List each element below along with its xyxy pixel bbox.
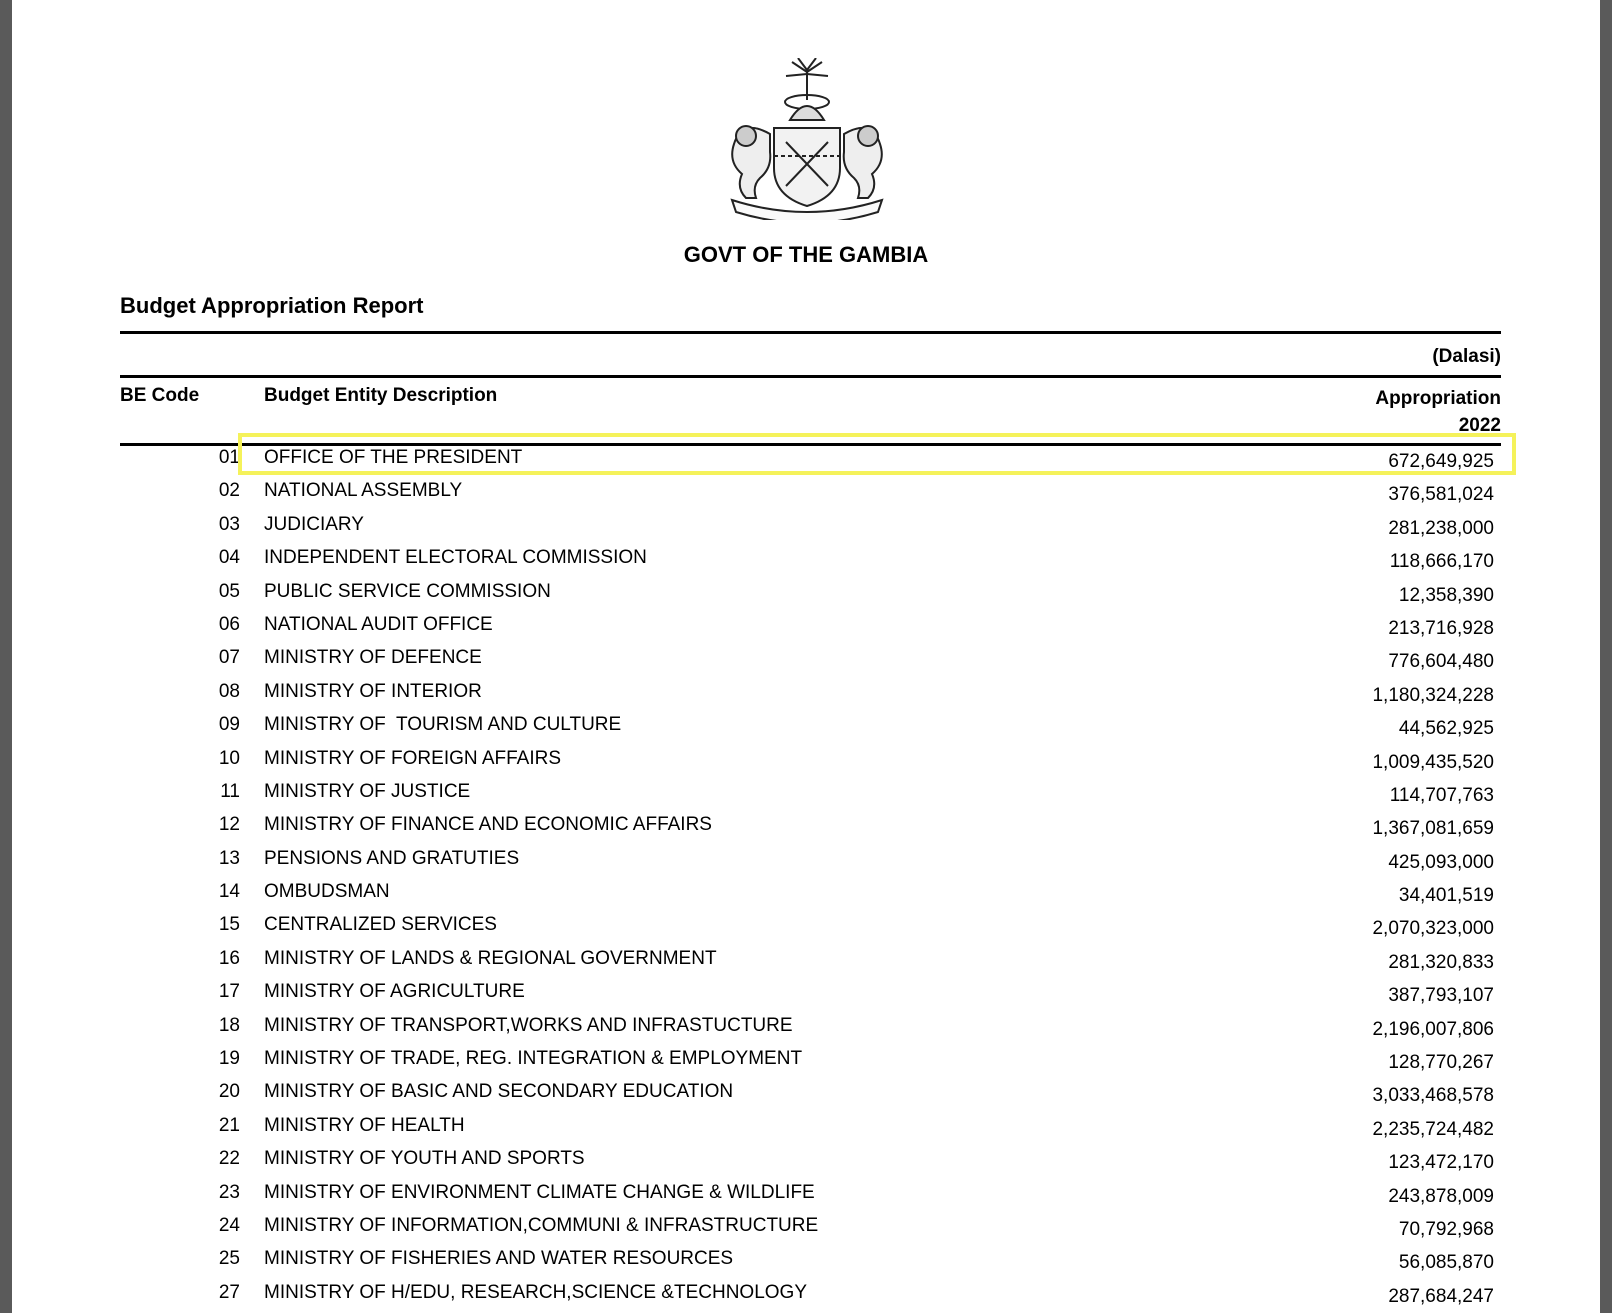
coat-of-arms-icon xyxy=(712,58,902,220)
be-code-cell: 20 xyxy=(218,1081,240,1103)
appropriation-cell: 2,196,007,806 xyxy=(1372,1018,1494,1040)
be-code-cell: 24 xyxy=(218,1214,240,1236)
description-cell: MINISTRY OF FOREIGN AFFAIRS xyxy=(264,747,562,769)
description-cell: MINISTRY OF TRADE, REG. INTEGRATION & EMPLOYMENT xyxy=(264,1048,803,1070)
be-code-cell: 19 xyxy=(218,1048,240,1070)
description-cell: PENSIONS AND GRATUTIES xyxy=(264,847,520,869)
table-row xyxy=(12,877,1600,910)
appropriation-cell: 1,180,324,228 xyxy=(1372,684,1494,706)
appropriation-cell: 213,716,928 xyxy=(1388,617,1494,639)
description-cell: PUBLIC SERVICE COMMISSION xyxy=(264,580,551,602)
be-code-cell: 22 xyxy=(218,1148,240,1170)
be-code-cell: 04 xyxy=(218,547,240,569)
table-row xyxy=(12,777,1600,810)
appropriation-cell: 281,320,833 xyxy=(1388,951,1494,973)
description-cell: NATIONAL AUDIT OFFICE xyxy=(264,613,493,635)
table-row xyxy=(12,1244,1600,1277)
description-cell: MINISTRY OF FISHERIES AND WATER RESOURCES xyxy=(264,1248,734,1270)
table-row xyxy=(12,1111,1600,1144)
table-row xyxy=(12,1144,1600,1177)
appropriation-cell: 114,707,763 xyxy=(1389,784,1494,806)
appropriation-cell: 56,085,870 xyxy=(1398,1252,1494,1274)
description-cell: INDEPENDENT ELECTORAL COMMISSION xyxy=(264,547,647,569)
table-row xyxy=(12,577,1600,610)
appropriation-cell: 1,009,435,520 xyxy=(1372,751,1494,773)
appropriation-cell: 281,238,000 xyxy=(1388,517,1494,539)
be-code-cell: 16 xyxy=(218,947,240,969)
description-cell: JUDICIARY xyxy=(264,513,364,535)
be-code-cell: 06 xyxy=(218,613,240,635)
be-code-cell: 03 xyxy=(218,513,240,535)
be-code-cell: 14 xyxy=(218,881,240,903)
be-code-cell: 02 xyxy=(218,480,240,502)
currency-unit-label: (Dalasi) xyxy=(1432,346,1501,367)
be-code-cell: 05 xyxy=(218,580,240,602)
table-row xyxy=(12,1178,1600,1211)
be-code-cell: 12 xyxy=(218,814,240,836)
be-code-cell: 27 xyxy=(218,1281,240,1303)
table-row xyxy=(12,977,1600,1010)
appropriation-cell: 776,604,480 xyxy=(1388,651,1494,673)
appropriation-cell: 2,235,724,482 xyxy=(1372,1118,1494,1140)
description-cell: MINISTRY OF DEFENCE xyxy=(264,647,482,669)
table-row xyxy=(12,810,1600,843)
title-divider xyxy=(120,331,1501,334)
table-row xyxy=(12,1211,1600,1244)
be-code-cell: 08 xyxy=(218,680,240,702)
be-code-cell: 18 xyxy=(218,1014,240,1036)
appropriation-cell: 672,649,925 xyxy=(1388,451,1494,472)
table-row xyxy=(12,944,1600,977)
be-code-cell: 01 xyxy=(218,447,240,468)
table-row xyxy=(12,910,1600,943)
appropriation-cell: 118,666,170 xyxy=(1389,551,1494,573)
table-row xyxy=(12,610,1600,643)
report-title: Budget Appropriation Report xyxy=(120,293,424,318)
be-code-cell: 07 xyxy=(218,647,240,669)
appropriation-cell: 12,358,390 xyxy=(1398,584,1494,606)
description-cell: MINISTRY OF INTERIOR xyxy=(264,680,482,702)
table-row xyxy=(12,1278,1600,1311)
be-code-cell: 15 xyxy=(218,914,240,936)
be-code-cell: 21 xyxy=(218,1114,240,1136)
appropriation-cell: 243,878,009 xyxy=(1388,1185,1494,1207)
description-cell: MINISTRY OF TRANSPORT,WORKS AND INFRASTUCTURE xyxy=(264,1014,793,1036)
appropriation-cell: 287,684,247 xyxy=(1388,1285,1494,1307)
table-row xyxy=(12,543,1600,576)
appropriation-cell: 70,792,968 xyxy=(1398,1218,1494,1240)
be-code-cell: 10 xyxy=(218,747,240,769)
description-cell: MINISTRY OF AGRICULTURE xyxy=(264,981,525,1003)
table-row xyxy=(12,1044,1600,1077)
document-page xyxy=(12,0,1600,1313)
be-code-cell: 25 xyxy=(218,1248,240,1270)
be-code-cell: 17 xyxy=(218,981,240,1003)
table-row xyxy=(12,643,1600,676)
description-cell: MINISTRY OF FINANCE AND ECONOMIC AFFAIRS xyxy=(264,814,712,836)
table-row xyxy=(12,1077,1600,1110)
appropriation-cell: 128,770,267 xyxy=(1388,1052,1494,1074)
appropriation-header-line1: Appropriation xyxy=(1375,388,1501,409)
table-row xyxy=(12,844,1600,877)
be-code-cell: 11 xyxy=(220,780,240,802)
column-header-be-code: BE Code xyxy=(120,385,200,406)
table-row xyxy=(12,476,1600,509)
appropriation-cell: 2,070,323,000 xyxy=(1372,918,1494,940)
appropriation-cell: 425,093,000 xyxy=(1388,851,1494,873)
be-code-cell: 23 xyxy=(218,1181,240,1203)
appropriation-cell: 44,562,925 xyxy=(1398,718,1494,740)
table-row xyxy=(12,744,1600,777)
description-cell: MINISTRY OF HEALTH xyxy=(264,1114,465,1136)
description-cell: MINISTRY OF JUSTICE xyxy=(264,780,471,802)
description-cell: OMBUDSMAN xyxy=(264,881,390,903)
description-cell: MINISTRY OF YOUTH AND SPORTS xyxy=(264,1148,585,1170)
appropriation-cell: 3,033,468,578 xyxy=(1372,1085,1494,1107)
appropriation-cell: 1,367,081,659 xyxy=(1372,818,1494,840)
description-cell: MINISTRY OF ENVIRONMENT CLIMATE CHANGE & WILDLIFE xyxy=(264,1181,815,1203)
description-cell: MINISTRY OF LANDS & REGIONAL GOVERNMENT xyxy=(264,947,717,969)
description-cell: MINISTRY OF H/EDU, RESEARCH,SCIENCE &TECHNOLOGY xyxy=(264,1281,807,1303)
description-cell: MINISTRY OF TOURISM AND CULTURE xyxy=(264,714,622,736)
column-header-appropriation xyxy=(1375,385,1501,439)
appropriation-cell: 34,401,519 xyxy=(1398,885,1494,907)
be-code-cell: 13 xyxy=(218,847,240,869)
description-cell: OFFICE OF THE PRESIDENT xyxy=(264,447,523,468)
appropriation-cell: 387,793,107 xyxy=(1388,985,1494,1007)
be-code-cell: 09 xyxy=(218,714,240,736)
header-top-divider xyxy=(120,375,1501,378)
table-row xyxy=(12,510,1600,543)
document-title: GOVT OF THE GAMBIA xyxy=(683,242,929,267)
appropriation-header-year: 2022 xyxy=(1458,415,1501,436)
description-cell: MINISTRY OF INFORMATION,COMMUNI & INFRASTRUCTURE xyxy=(264,1214,819,1236)
description-cell: NATIONAL ASSEMBLY xyxy=(264,480,463,502)
appropriation-cell: 123,472,170 xyxy=(1388,1152,1494,1174)
table-row xyxy=(12,710,1600,743)
table-row xyxy=(12,677,1600,710)
budget-table-body xyxy=(12,443,1600,1311)
table-row xyxy=(12,1011,1600,1044)
column-header-description: Budget Entity Description xyxy=(264,385,498,406)
appropriation-cell: 376,581,024 xyxy=(1388,484,1494,506)
description-cell: MINISTRY OF BASIC AND SECONDARY EDUCATION xyxy=(264,1081,734,1103)
highlight-box xyxy=(238,433,1516,475)
description-cell: CENTRALIZED SERVICES xyxy=(264,914,497,936)
